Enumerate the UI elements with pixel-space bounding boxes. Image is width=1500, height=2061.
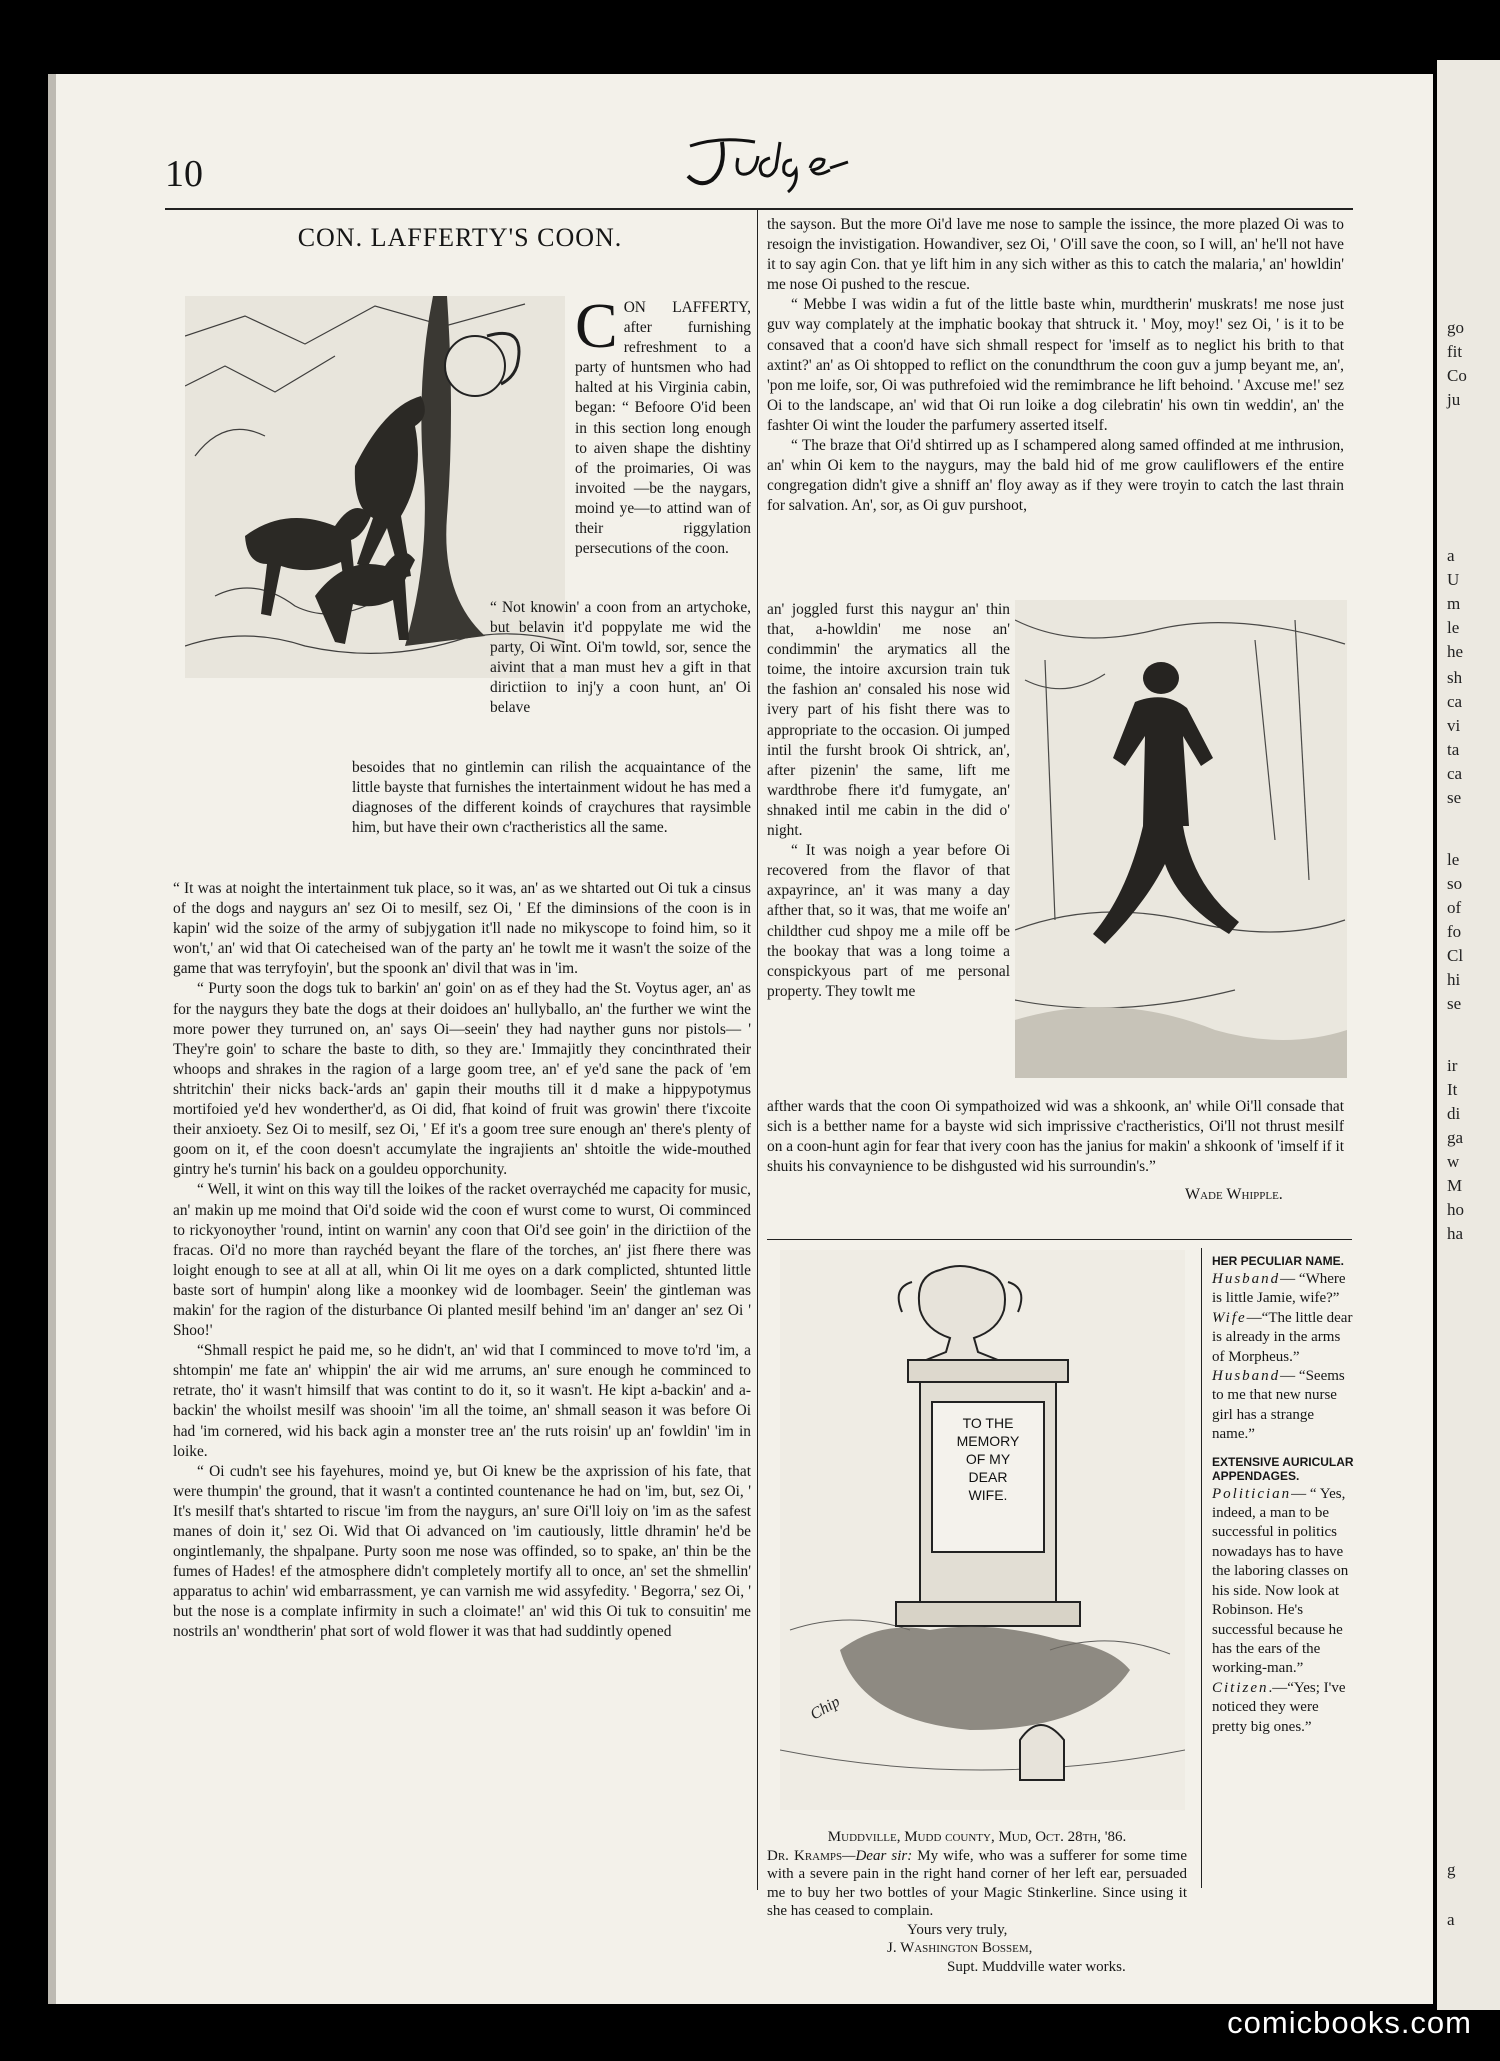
running-man-illustration bbox=[1015, 600, 1347, 1078]
article-title: CON. LAFFERTY'S COON. bbox=[297, 223, 623, 252]
paragraph: the sayson. But the more Oi'd lave me nose to sample the issince, the more plazed Oi was to resoign the invistigation. Howandiver, sez Oi, ' O'ill save the coon, so I will, an' he'll not have it to say agin Con. that ye lift him in any sich wither as this to catch the malaria,' an' howldin' me nose Oi pushed to the rescue. bbox=[767, 216, 1344, 294]
joke-line bbox=[1212, 1270, 1355, 1309]
page-number: 10 bbox=[165, 153, 203, 195]
joke-line bbox=[1212, 1679, 1355, 1737]
sidebar-jokes bbox=[1212, 1254, 1355, 1737]
dateline: Muddville, Mudd county, Mud, Oct. 28th, '86. bbox=[827, 1829, 1127, 1845]
paragraph: an' joggled furst this naygur an' thin that, a-howldin' me nose an' condimmin' the arymatics all the toime, the intoire axcursion train tuk the fashion an' consaled his nose wid ivery part of his fisht there was to appropriate to the occasion. Oi jumped intil the fursht brook Oi shtrick, an', after pizenin' the same, lift me wardthrobe fhere it'd fumygate, an' shnaked intil me cabin in the did o' night. bbox=[767, 601, 1010, 840]
speaker: Politician bbox=[1212, 1485, 1292, 1502]
paragraph: besoides that no gintlemin can rilish the acquaintance of the little bayste that furnishes the intertainment widout he has med a diagnoses of the different koinds of craychures that raysimble him, but have their own c'ractheristics all the same. bbox=[352, 759, 751, 837]
joke-line bbox=[1212, 1485, 1355, 1679]
dialogue: .—“Yes; I've noticed they were pretty big ones.” bbox=[1212, 1679, 1346, 1735]
paragraph: “Shmall respict he paid me, so he didn't, an' wid that I comminced to move to'rd 'im, a shtompin' me fate an' whippin' the air wid me arrums, an' sure enough he comminced to retrate, tho' it wasn't himsilf that was contint to do it, so it wasn't. He kipt a-backin' and a-backin' the whoilst mesilf was shooin' 'im all the toime, an' shmall season it was before Oi had 'im cornered, wid his back agin a monster tree an' the ruts roisin' up an' fowldin' 'im in loike. bbox=[173, 1342, 751, 1460]
letter-text: My wife, who was a sufferer for some time with a severe pain in the right hand corner of her left ear, persuaded me to buy her two bottles of your Magic Stinkerline. Since using it she has ceased to complain. bbox=[767, 1847, 1187, 1919]
joke-heading: HER PECULIAR NAME. bbox=[1212, 1254, 1345, 1268]
paragraph: “ Mebbe I was widin a fut of the little baste whin, murdtherin' muskrats! me nose just guv way complately at the imphatic bookay that shtruck it. ' Moy, moy!' sez Oi, ' is it to be consaved that a coon'd have sich shmall respect for 'imself as to neglict his brith to that axtint?' an' as Oi shtopped to reflict on the conundthrum the coon guv a jump beyant me, an', 'pon me loife, sor, Oi was puthrefoied wid the remimbrance he lift behoind. ' Axcuse me!' sez Oi to the landscape, an' wid that Oi run loike a dog cilebratin' his own tin weddin', an' the fashter Oi wint the louder the parfumery asserted itself. bbox=[767, 296, 1344, 434]
author-signature: Wade Whipple. bbox=[1185, 1186, 1283, 1203]
dialogue: — “ Yes, indeed, a man to be successful in politics nowadays has to have the laboring classes on his side. Now look at Robinson. He's successful because he has the ears of the working-man.” bbox=[1212, 1485, 1349, 1677]
dialogue: — “Where is little Jamie, wife?” bbox=[1212, 1271, 1346, 1307]
sidebar-divider bbox=[1201, 1248, 1202, 1888]
article-intro bbox=[575, 290, 751, 559]
paragraph: “ The braze that Oi'd shtirred up as I schampered along samed offinded at me inthrusion, an' whin Oi kem to the naygurs, may the bald hid of me grow cauliflowers ef the entire congregation didn't give a shniff an' floy away as if they were troyin to catch the last thrain for salvation. An', sor, as Oi guv purshoot, bbox=[767, 437, 1344, 515]
drop-cap: C bbox=[575, 290, 618, 361]
paragraph: “ It was noigh a year before Oi recovered from the flavor of that axpayrince, an' it was many a day afther that, so it was, that me woife an' childther cud shpoy me a mile off be the bookay that was a long toime a conspickyous part of me personal property. They towlt me bbox=[767, 842, 1010, 1000]
speaker: Wife bbox=[1212, 1309, 1247, 1326]
monument-illustration bbox=[780, 1250, 1185, 1810]
joke-item bbox=[1212, 1254, 1355, 1445]
letter-closing: Yours very truly, bbox=[907, 1921, 1008, 1938]
paragraph: “ It was at noight the intertainment tuk place, so it was, an' as we shtarted out Oi tuk a cinsus of the dogs and naygurs an' sez Oi to mesilf, sez Oi, ' Ef the diminsions of the coon is in kapin' wid the soize of the army of subjygation it'll nade no mikyscope to foind him, so it won't,' an' wid that Oi catecheised wan of the party an' he towlt me it wasn't the soize of the game that was terryfoyin', but the spoonk an' divil that was in 'im. bbox=[173, 880, 751, 978]
artist-signature: Chip bbox=[807, 1693, 843, 1724]
adjacent-page-edge: go fit Co ju a U m le he sh ca vi ta ca se le so of fo Cl hi se ir It di ga w M ho ha g a bbox=[1437, 60, 1500, 2010]
speaker: Husband bbox=[1212, 1271, 1281, 1287]
article-left-column bbox=[173, 879, 751, 1643]
letter-body bbox=[767, 1847, 1187, 1921]
header-rule bbox=[165, 208, 1353, 210]
paragraph: “ Not knowin' a coon from an artychoke, but belavin it'd poppylate me wid the party, Oi wint. Oi'm towld, sor, sence the aivint that a man must hev a gift in that dirictiion to inj'y a coon hunt, an' Oi belave bbox=[490, 599, 751, 717]
masthead-logo bbox=[660, 128, 860, 198]
joke-heading: EXTENSIVE AURICULAR APPENDAGES. bbox=[1212, 1454, 1354, 1483]
article-wide-para bbox=[352, 758, 751, 838]
dialogue: —“The little dear is already in the arms of Morpheus.” bbox=[1212, 1309, 1353, 1365]
article-closing bbox=[767, 1097, 1344, 1177]
article-continuation bbox=[490, 598, 751, 719]
article-right-column-top bbox=[767, 215, 1344, 516]
paragraph: afther wards that the coon Oi sympathoized wid was a shkoonk, an' while Oi'll consade that sich is a betther name for a bayste wid sich imprissive c'ractheristics, Oi'll not thrust mesilf on a coon-hunt agin for fear that ivery coon has the janius for makin' a shkoonk of 'imself if it shuits his convaynience to be dishgusted wid his surroundin's.” bbox=[767, 1098, 1344, 1176]
joke-line bbox=[1212, 1367, 1355, 1445]
intro-paragraph: ON LAFFERTY, after furnishing refreshment to a party of huntsmen who had halted at his Virginia cabin, began: “ Befoore O'id been in this section long enough to aiven shape the dishtiny of the proimaries, Oi was invoited —be the naygars, moind ye—to attind wan of their riggylation persecutions of the coon. bbox=[575, 299, 751, 558]
salutation: —Dear sir: bbox=[842, 1847, 913, 1864]
advertisement-letter bbox=[767, 1828, 1187, 1976]
paragraph: “ Purty soon the dogs tuk to barkin' an' goin' on as ef they had the St. Voytus ager, an' as for the naygurs they bate the dogs at their doidoes an' hullyballo, an' the further we wint the more power they turruned on, an' says Oi—seein' they had nayther guns nor pistols— ' They're goin' to schare the baste to dith, so they are.' Immajitly they concinthrated their whoops and shrakes in the ragion of a large goom tree, an' ef ye'd sane the pack of 'em shtritchin' their nicks back-'ards an' gapin their mouths till it d make a hippypotymus mortifoied ye'd hev wonderther'd, as Oi did, fhat koind of fruit was growin' there t'ixcoite their anxioety. Sez Oi to mesilf, sez Oi, ' Ef it's a goom tree sure enough an' there's plenty of goom on it, ef the coon doesn't accumylate the ingrajients an' shtoitle the wide-mouthed gintry he's turnin' his back on a gouldeu opporchunity. bbox=[173, 980, 751, 1179]
article-wrap-column bbox=[767, 600, 1010, 1002]
dialogue: — “Seems to me that new nurse girl has a strange name.” bbox=[1212, 1368, 1345, 1443]
joke-line bbox=[1212, 1309, 1355, 1367]
letter-signer-title: Supt. Muddville water works. bbox=[947, 1958, 1126, 1975]
column-divider bbox=[757, 210, 758, 1890]
salutation-name: Dr. Kramps bbox=[767, 1847, 843, 1864]
article-end-rule bbox=[767, 1239, 1352, 1240]
speaker: Husband bbox=[1212, 1368, 1281, 1385]
letter-signer: J. Washington Bossem, bbox=[887, 1940, 1033, 1956]
joke-item bbox=[1212, 1455, 1355, 1737]
paragraph: “ Oi cudn't see his fayehures, moind ye, but Oi knew be the axprission of his fate, that were thumpin' the ground, that it wasn't a continted countenance he had on 'im, but, sez Oi, ' It's mesilf that's shtarted to riscue 'im from the naygurs, an' sure Oi'll loiy on 'im as the safest manes of doin it,' sez Oi. Wid that Oi advanced on 'im cautiously, little dhramin' he'd be ongintlemanly, the shpalpane. Purty soon me nose was offinded, so to spake, an' thin be the fumes of Hades! ef the atmosphere didn't completely mortify all to once, an' set the shmellin' apparatus to achin' wid embarrassment, ye can varnish me wid assyfedity. ' Begorra,' sez Oi, ' but the nose is a complate infirmity in such a cloimate!' an' wid this Oi tuk to consuitin' me nostrils an' wondtherin' phat sort of wold flower it was that had suddintly opened bbox=[173, 1462, 751, 1641]
site-watermark: comicbooks.com bbox=[1227, 2005, 1472, 2040]
speaker: Citizen bbox=[1212, 1679, 1269, 1696]
monument-inscription: TO THE MEMORY OF MY DEAR WIFE. bbox=[956, 1415, 1020, 1503]
paragraph: “ Well, it wint on this way till the loikes of the racket overraychéd me capacity for music, an' makin up me moind that Oi'd soide wid the coon ef wurst come to wurst, Oi comminced to rickyonoyther 'round, intint on warnin' any coon that Oi'd see goin' in the dirictiion of the fracas. Oi'd no more than raychéd beyant the flare of the torches, an' jist fhere there was loight enough to see at all at all, whin Oi lit me oyes on a dark complicted, shtunted little baste sort of humpin' along like a moonkey wid de loombager. Seein' the gintleman was makin' for the ragion of the disturbance Oi planted mesilf behind 'im an' danger an' sez Oi ' Shoo!' bbox=[173, 1181, 751, 1340]
page-gutter bbox=[48, 74, 56, 2004]
